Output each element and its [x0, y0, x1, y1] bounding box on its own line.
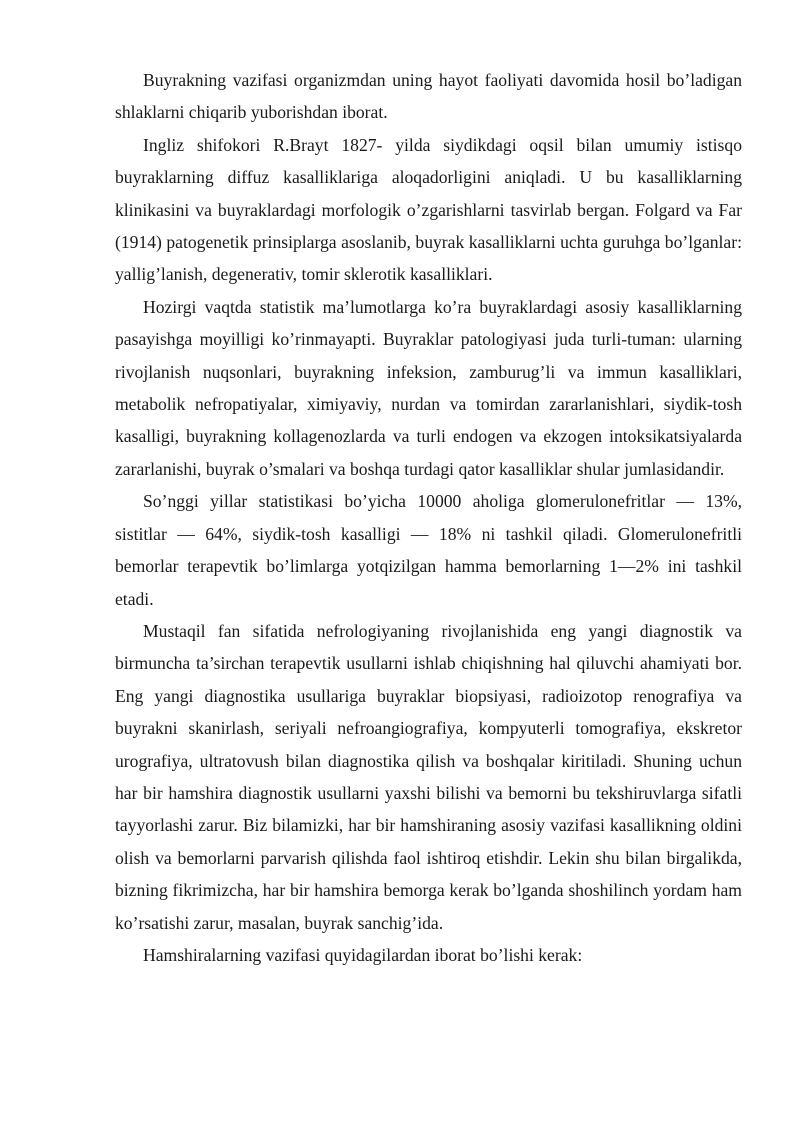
paragraph-statistics: So’nggi yillar statistikasi bo’yicha 10000 aholiga glomerulonefritlar — 13%, sistitlar — 64%, siydik-tosh kasalligi — 18% ni tashkil qiladi. Glomerulonefritli bemorlar terapevtik bo’limlarga yotqizilgan hamma bemorlarning 1—2% ini tashkil etadi.: [115, 491, 742, 609]
paragraph-pathology: Hozirgi vaqtda statistik ma’lumotlarga ko’ra buyraklardagi asosiy kasalliklarning pasayishga moyilligi ko’rinmayapti. Buyraklar patologiyasi juda turli-tuman: ularning rivojlanish nuqsonlari, buyrakning infeksion, zamburug’li va immun kasalliklari, metabolik nefropatiyalar, ximiyaviy, nurdan va tomirdan zararlanishlari, siydik-tosh kasalligi, buyrakning kollagenozlarda va turli endogen va ekzogen intoksikatsiyalarda zararlanishi, buyrak o’smalari va boshqa turdagi qator kasalliklar shular jumlasidandir.: [115, 296, 742, 479]
paragraph-kidney-function: Buyrakning vazifasi organizmdan uning hayot faoliyati davomida hosil bo’ladigan shlaklarni chiqarib yuborishdan iborat.: [115, 70, 742, 123]
paragraph-nurse-duties: Hamshiralarning vazifasi quyidagilardan iborat bo’lishi kerak:: [143, 944, 583, 965]
paragraph-diagnostics: Mustaqil fan sifatida nefrologiyaning rivojlanishida eng yangi diagnostik va birmuncha ta’sirchan terapevtik usullarni ishlab chiqishning hal qiluvchi ahamiyati bor. Eng yangi diagnostika usullariga buyraklar biopsiyasi, radioizotop renografiya va buyrakni skanirlash, seriyali nefroangiografiya, kompyuterli tomografiya, ekskretor urografiya, ultratovush bilan diagnostika qilish va boshqalar kiritiladi. Shuning uchun har bir hamshira diagnostik usullarni yaxshi bilishi va bemorni bu tekshiruvlarga sifatli tayyorlashi zarur. Biz bilamizki, har bir hamshiraning asosiy vazifasi kasallikning oldini olish va bemorlarni parvarish qilishda faol ishtiroq etishdir. Lekin shu bilan birgalikda, bizning fikrimizcha, har bir hamshira bemorga kerak bo’lganda shoshilinch yordam ham ko’rsatishi zarur, masalan, buyrak sanchig’ida.: [115, 620, 742, 933]
paragraph-history: Ingliz shifokori R.Brayt 1827- yilda siydikdagi oqsil bilan umumiy istisqo buyraklarning diffuz kasalliklariga aloqadorligini aniqladi. U bu kasalliklarning klinikasini va buyraklardagi morfologik o’zgarishlarni tasvirlab bergan. Folgard va Far (1914) patogenetik prinsiplarga asoslanib, buyrak kasalliklarni uchta guruhga bo’lganlar: yallig’lanish, degenerativ, tomir sklerotik kasalliklari.: [115, 134, 742, 285]
